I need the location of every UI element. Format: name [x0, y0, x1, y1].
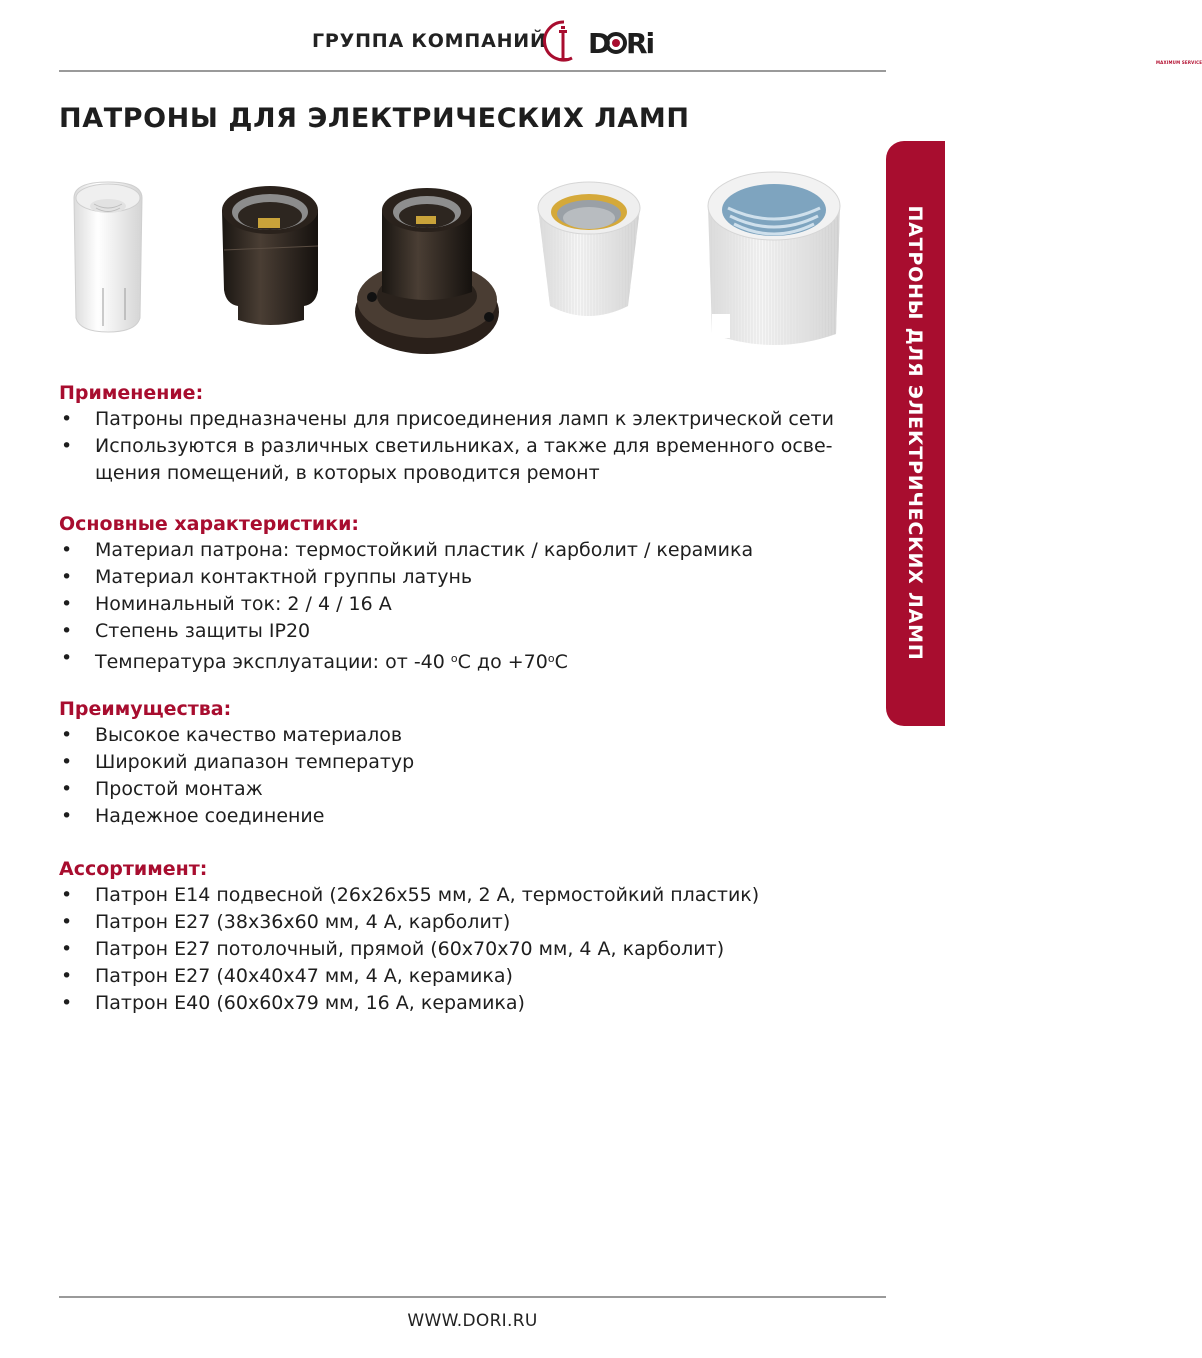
list-item: • Высокое качество материалов [59, 722, 869, 749]
list-item-continuation: щения помещений, в которых проводится ремонт [95, 462, 600, 484]
specs-list [59, 537, 869, 676]
section-assortment [59, 856, 869, 1017]
degree-symbol: o [547, 652, 555, 665]
product-image-e40-ceramic-socket [706, 164, 842, 354]
list-item: • Материал контактной группы латунь [59, 564, 869, 591]
list-item: • Широкий диапазон температур [59, 749, 869, 776]
list-item: • Номинальный ток: 2 / 4 / 16 А [59, 591, 869, 618]
section-application [59, 380, 869, 487]
section-title-assortment: Ассортимент: [59, 858, 208, 880]
list-item: • Патроны предназначены для присоединения ламп к электрической сети [59, 406, 869, 433]
category-side-tab [886, 141, 945, 726]
svg-text:Ri: Ri [626, 27, 654, 60]
list-item: • Патрон Е14 подвесной (26x26x55 мм, 2 А, термостойкий пластик) [59, 882, 869, 909]
product-gallery [0, 150, 880, 365]
svg-text:D: D [588, 27, 610, 60]
bullet-icon: • [61, 435, 73, 457]
section-specs [59, 511, 869, 676]
product-image-e27-socket [218, 180, 322, 330]
bullet-icon: • [61, 911, 73, 933]
dori-logo-icon [542, 18, 662, 70]
page-title: ПАТРОНЫ ДЛЯ ЭЛЕКТРИЧЕСКИХ ЛАМП [59, 103, 690, 134]
bullet-icon: • [61, 778, 73, 800]
list-item: • Патрон Е27 (40x40x47 мм, 4 А, керамика) [59, 963, 869, 990]
dori-logo [542, 18, 1202, 70]
advantages-list [59, 722, 869, 830]
footer-website-link[interactable]: WWW.DORI.RU [407, 1311, 538, 1331]
logo-tagline: MAXIMUM SERVICE [1156, 60, 1202, 65]
list-item: • Степень защиты IP20 [59, 618, 869, 645]
application-list [59, 406, 869, 487]
bullet-icon: • [61, 751, 73, 773]
bullet-icon: • [61, 620, 73, 642]
header-divider [59, 70, 886, 72]
bullet-icon: • [61, 992, 73, 1014]
assortment-list [59, 882, 869, 1017]
bullet-icon: • [61, 408, 73, 430]
section-title-advantages: Преимущества: [59, 698, 232, 720]
section-title-specs: Основные характеристики: [59, 513, 360, 535]
bullet-icon: • [61, 647, 73, 669]
list-item: • Патрон Е27 (38x36x60 мм, 4 А, карболит) [59, 909, 869, 936]
bullet-icon: • [61, 805, 73, 827]
product-image-e14-socket [70, 178, 146, 336]
bullet-icon: • [61, 539, 73, 561]
list-item: • Патрон Е40 (60x60x79 мм, 16 А, керамика) [59, 990, 869, 1017]
list-item: • Надежное соединение [59, 803, 869, 830]
bullet-icon: • [61, 566, 73, 588]
list-item: • Простой монтаж [59, 776, 869, 803]
list-item: • Используются в различных светильниках, а также для временного осве- [59, 433, 869, 460]
list-item-temperature: • Температура эксплуатации: от -40 $^o$С до $+70^oС$ [61, 647, 568, 673]
bullet-icon: • [61, 938, 73, 960]
section-advantages [59, 696, 869, 830]
footer-divider [59, 1296, 886, 1298]
list-item: • Материал патрона: термостойкий пластик / карболит / керамика [59, 537, 869, 564]
bullet-icon: • [61, 593, 73, 615]
product-image-e27-ceramic-socket [536, 178, 642, 326]
section-title-application: Применение: [59, 382, 204, 404]
degree-symbol: o [450, 652, 458, 665]
product-image-e27-ceiling-socket [352, 180, 502, 358]
bullet-icon: • [61, 724, 73, 746]
bullet-icon: • [61, 884, 73, 906]
list-item: • Патрон Е27 потолочный, прямой (60x70x70 мм, 4 А, карболит) [59, 936, 869, 963]
group-label: ГРУППА КОМПАНИЙ [312, 30, 547, 52]
page-header [0, 14, 1202, 66]
bullet-icon: • [61, 965, 73, 987]
side-tab-label: ПАТРОНЫ ДЛЯ ЭЛЕКТРИЧЕСКИХ ЛАМП [904, 205, 926, 661]
